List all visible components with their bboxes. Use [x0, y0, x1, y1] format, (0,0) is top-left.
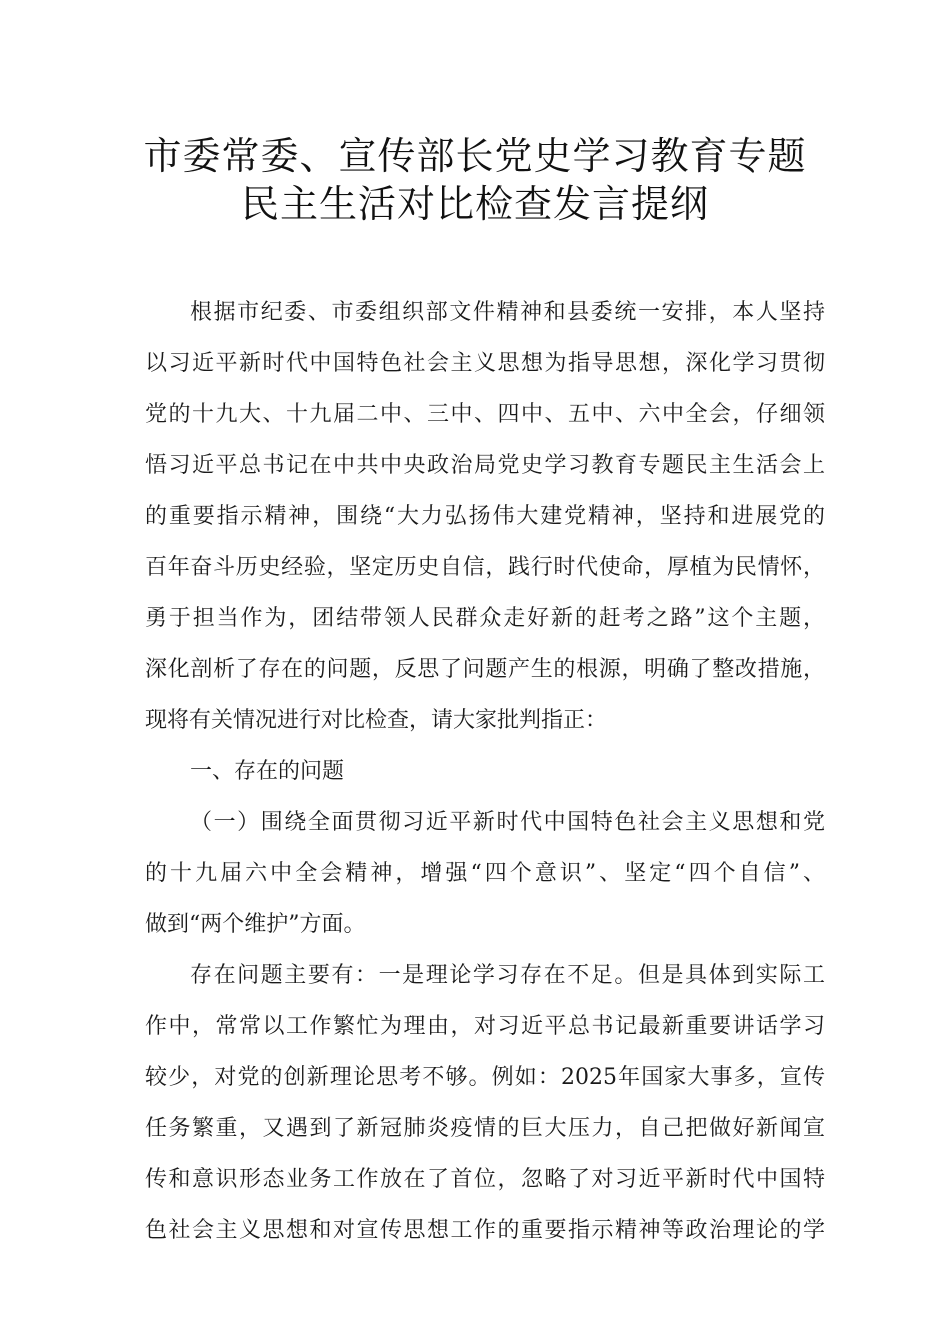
paragraph-2-line-4: 任务繁重，又遇到了新冠肺炎疫情的巨大压力，自己把做好新闻宣 — [145, 1116, 825, 1141]
paragraph-1-line-4: 悟习近平总书记在中共中央政治局党史学习教育专题民主生活会上 — [145, 453, 825, 478]
subsection-1-line-3: 做到“两个维护”方面。 — [145, 912, 366, 937]
subsection-1-line-1: （一）围绕全面贯彻习近平新时代中国特色社会主义思想和党 — [190, 810, 825, 835]
paragraph-2-line-5: 传和意识形态业务工作放在了首位，忽略了对习近平新时代中国特 — [145, 1167, 825, 1192]
paragraph-1-line-2: 以习近平新时代中国特色社会主义思想为指导思想，深化学习贯彻 — [145, 351, 825, 376]
paragraph-1-line-7: 勇于担当作为，团结带领人民群众走好新的赶考之路”这个主题， — [145, 606, 825, 631]
document-title-line-1: 市委常委、宣传部长党史学习教育专题 — [143, 134, 807, 178]
paragraph-1-line-5: 的重要指示精神，围绕“大力弘扬伟大建党精神，坚持和进展党的 — [145, 504, 825, 529]
subsection-1-line-2: 的十九届六中全会精神，增强“四个意识”、坚定“四个自信”、 — [145, 861, 825, 886]
paragraph-2-line-6: 色社会主义思想和对宣传思想工作的重要指示精神等政治理论的学 — [145, 1218, 825, 1243]
paragraph-1-line-8: 深化剖析了存在的问题，反思了问题产生的根源，明确了整改措施， — [145, 657, 825, 682]
paragraph-2-line-2: 作中，常常以工作繁忙为理由，对习近平总书记最新重要讲话学习 — [145, 1014, 825, 1039]
paragraph-1-line-6: 百年奋斗历史经验，坚定历史自信，践行时代使命，厚植为民情怀， — [145, 555, 825, 580]
section-heading-problems: 一、存在的问题 — [190, 759, 345, 784]
paragraph-1-line-1: 根据市纪委、市委组织部文件精神和县委统一安排，本人坚持 — [190, 300, 825, 325]
paragraph-2-line-3: 较少，对党的创新理论思考不够。例如：2025年国家大事多，宣传 — [145, 1065, 825, 1090]
document-title-line-2: 民主生活对比检查发言提纲 — [240, 182, 709, 226]
paragraph-1-line-9: 现将有关情况进行对比检查，请大家批判指正： — [145, 708, 608, 733]
paragraph-1-line-3: 党的十九大、十九届二中、三中、四中、五中、六中全会，仔细领 — [145, 402, 825, 427]
paragraph-2-line-1: 存在问题主要有：一是理论学习存在不足。但是具体到实际工 — [190, 963, 825, 988]
